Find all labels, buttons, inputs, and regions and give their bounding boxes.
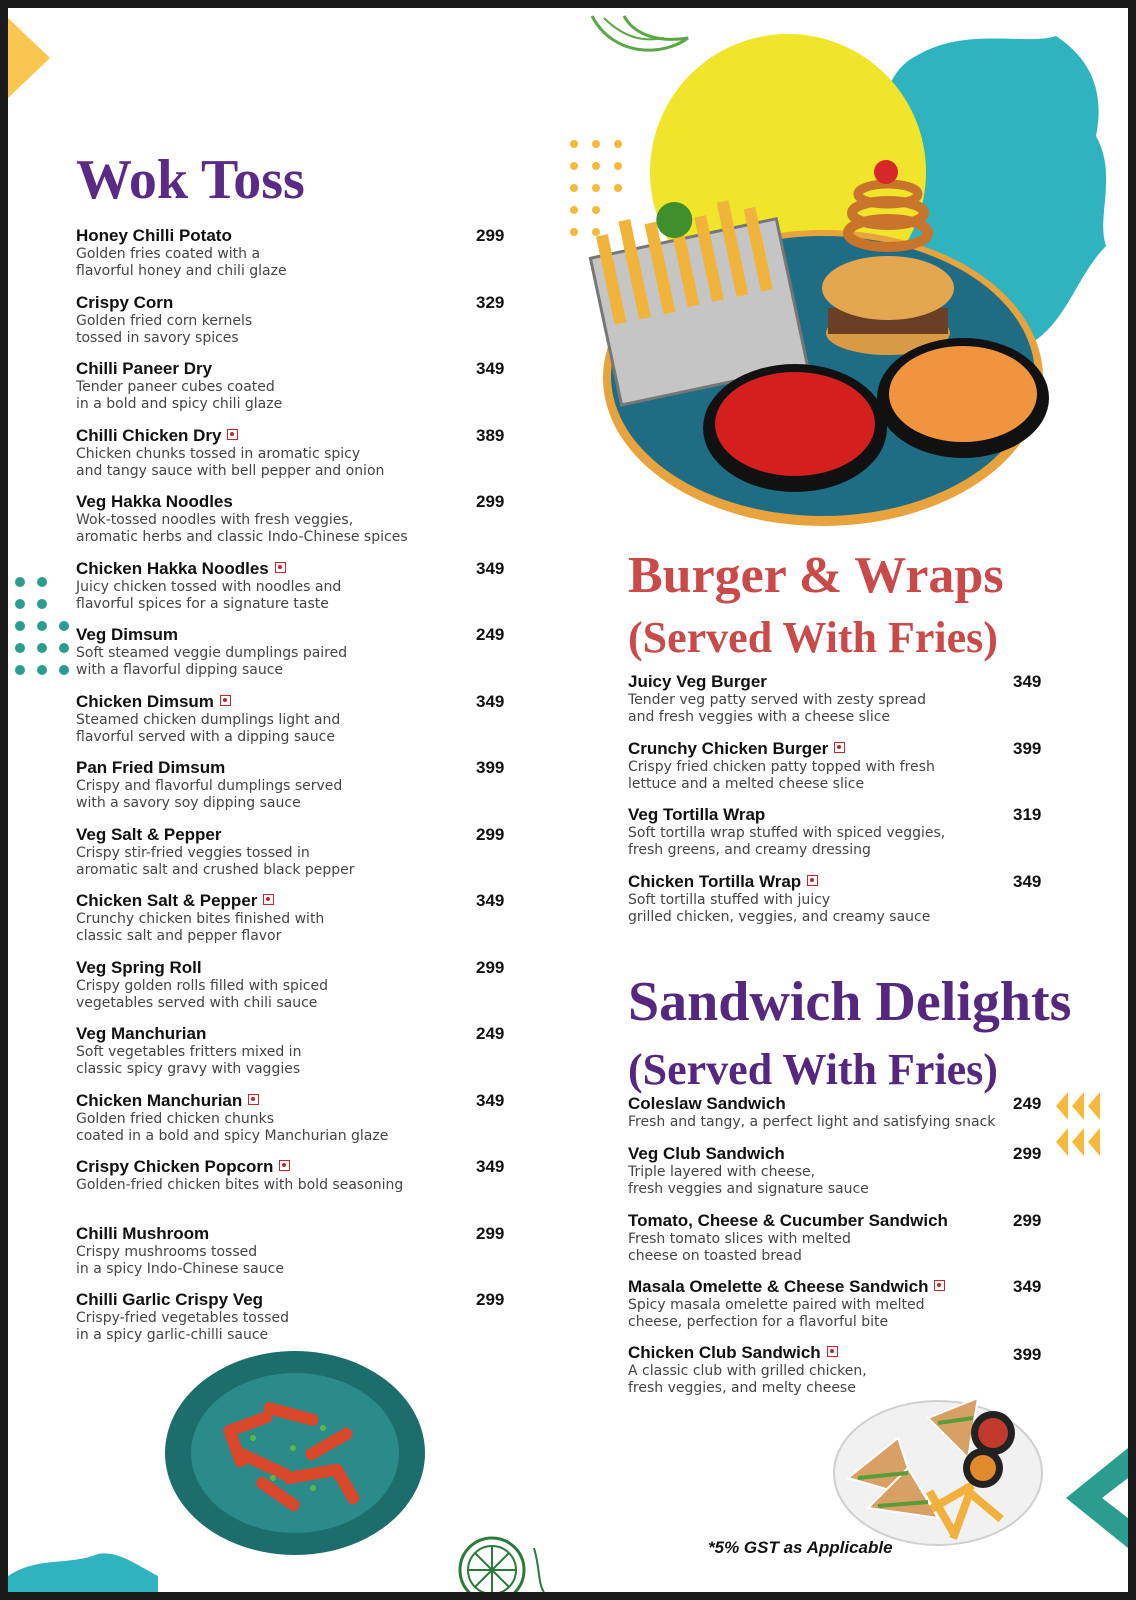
menu-item-description: classic spicy gravy with vaggies <box>76 1061 301 1077</box>
menu-item <box>76 824 505 879</box>
menu-item-name <box>628 1211 948 1231</box>
menu-item-name <box>76 426 384 446</box>
menu-item-price: 299 <box>476 1223 505 1243</box>
menu-item <box>628 1211 1042 1265</box>
menu-item <box>628 672 1042 726</box>
menu-item-description: fresh veggies and signature sauce <box>628 1181 869 1197</box>
menu-item <box>76 292 505 347</box>
menu-item-description: Golden fries coated with a <box>76 246 261 262</box>
menu-item-price: 399 <box>1013 738 1042 758</box>
menu-item-name <box>628 1277 945 1297</box>
menu-item-price: 349 <box>476 1090 505 1110</box>
lime-slice-doodle-decoration <box>454 1528 564 1592</box>
menu-item <box>76 1157 505 1194</box>
menu-item-price: 299 <box>476 492 505 511</box>
menu-item <box>628 1343 1042 1397</box>
menu-item-price: 299 <box>1013 1144 1042 1163</box>
non-veg-icon <box>834 742 845 753</box>
menu-item-description: tossed in savory spices <box>76 329 239 346</box>
menu-item-description: lettuce and a melted cheese slice <box>628 775 865 792</box>
menu-item-name <box>76 226 287 246</box>
menu-item-price: 299 <box>476 957 505 977</box>
non-veg-icon <box>275 562 286 573</box>
menu-item-description: Golden fried chicken chunks <box>76 1110 275 1127</box>
menu-item-name-text: Tomato, Cheese & Cucumber Sandwich <box>628 1211 948 1230</box>
menu-item-description: fresh veggies, and melty cheese <box>628 1380 856 1396</box>
menu-item-description: Spicy masala omelette paired with melted <box>628 1297 925 1313</box>
menu-item-description: Fresh and tangy, a perfect light and satisfying snack <box>628 1114 996 1130</box>
menu-item-price: 349 <box>476 691 505 711</box>
menu-item <box>76 425 505 480</box>
menu-item-description: grilled chicken, veggies, and creamy sauce <box>628 908 931 925</box>
menu-item-name-text: Chilli Mushroom <box>76 1223 210 1243</box>
non-veg-icon <box>934 1280 945 1291</box>
menu-item-name <box>76 958 328 978</box>
menu-item-price: 399 <box>1013 1345 1042 1364</box>
menu-item-price: 319 <box>1013 805 1042 824</box>
menu-item-description: aromatic herbs and classic Indo-Chinese spices <box>76 529 408 545</box>
menu-item <box>628 1144 1042 1198</box>
menu-item <box>76 1024 505 1078</box>
menu-item <box>628 805 1042 859</box>
menu-item-description: Soft steamed veggie dumplings paired <box>76 645 348 661</box>
wok-toss-heading: Wok Toss <box>76 149 305 211</box>
menu-item-name <box>76 1091 388 1111</box>
menu-item-price: 389 <box>476 425 505 445</box>
menu-item-price: 249 <box>1013 1094 1042 1113</box>
non-veg-icon <box>220 695 231 706</box>
menu-item-description: Crispy and flavorful dumplings served <box>76 778 343 794</box>
menu-item-name-text: Masala Omelette & Cheese Sandwich <box>628 1277 929 1296</box>
menu-item-description: Tender veg patty served with zesty spread <box>628 692 927 708</box>
menu-item-description: Fresh tomato slices with melted <box>628 1231 851 1247</box>
menu-item-name <box>628 739 935 759</box>
menu-item-description: cheese on toasted bread <box>628 1248 802 1264</box>
menu-item-price: 349 <box>476 558 505 578</box>
menu-item-name <box>76 1290 289 1310</box>
menu-item <box>76 758 505 812</box>
menu-item-price: 349 <box>476 359 505 378</box>
menu-item-name-text: Chicken Manchurian <box>76 1090 243 1110</box>
menu-item <box>76 1090 505 1145</box>
menu-item-name <box>76 825 355 845</box>
menu-item-description: Soft vegetables fritters mixed in <box>76 1044 302 1060</box>
menu-item-description: Golden-fried chicken bites with bold seasoning <box>76 1177 404 1193</box>
menu-item-description: in a spicy garlic-chilli sauce <box>76 1327 269 1343</box>
menu-item-description: Crunchy chicken bites finished with <box>76 911 325 927</box>
menu-item-name-text: Crispy Chicken Popcorn <box>76 1157 274 1176</box>
menu-item-description: Juicy chicken tossed with noodles and <box>76 578 342 595</box>
menu-item-name-text: Crispy Corn <box>76 292 174 312</box>
teal-dot-grid-decoration <box>12 574 82 684</box>
menu-item-name-text: Veg Club Sandwich <box>628 1144 785 1163</box>
non-veg-icon <box>227 429 238 440</box>
menu-item-name-text: Coleslaw Sandwich <box>628 1094 786 1113</box>
menu-item-name <box>76 891 324 911</box>
menu-item-name <box>76 559 341 579</box>
menu-item-description: Triple layered with cheese, <box>628 1164 816 1180</box>
menu-item-description: Chicken chunks tossed in aromatic spicy <box>76 445 361 462</box>
menu-item <box>628 871 1042 926</box>
menu-item-description: Crispy-fried vegetables tossed <box>76 1310 289 1326</box>
menu-item-name <box>628 1144 869 1164</box>
menu-item-description: with a flavorful dipping sauce <box>76 662 284 678</box>
menu-item-price: 299 <box>476 226 505 245</box>
non-veg-icon <box>827 1346 838 1357</box>
menu-item-name-text: Honey Chilli Potato <box>76 226 232 245</box>
sandwich-platter-image <box>828 1378 1043 1548</box>
menu-item-description: Soft tortilla wrap stuffed with spiced veggies, <box>628 825 946 841</box>
menu-item-price: 329 <box>476 292 505 312</box>
menu-item-name-text: Veg Dimsum <box>76 625 179 644</box>
burger-platter-image <box>583 158 1053 538</box>
menu-item-price: 249 <box>476 625 505 644</box>
menu-item <box>76 891 505 945</box>
non-veg-icon <box>279 1160 290 1171</box>
menu-item-name-text: Chilli Garlic Crispy Veg <box>76 1290 264 1309</box>
teal-brush-stroke-decoration <box>8 1536 168 1592</box>
menu-item-price: 349 <box>1013 1277 1042 1296</box>
menu-item-description: flavorful spices for a signature taste <box>76 595 329 612</box>
gst-note: *5% GST as Applicable <box>708 1538 893 1557</box>
burger-wraps-heading: Burger & Wraps <box>628 547 1004 604</box>
menu-item-description: Crispy mushrooms tossed <box>76 1243 258 1260</box>
menu-item-description: A classic club with grilled chicken, <box>628 1363 867 1379</box>
menu-item <box>628 1094 1042 1131</box>
menu-item-name <box>628 1343 867 1363</box>
menu-item <box>628 738 1042 793</box>
menu-item-name-text: Chicken Club Sandwich <box>628 1343 821 1362</box>
menu-item-name-text: Chilli Chicken Dry <box>76 425 222 445</box>
menu-item-description: flavorful served with a dipping sauce <box>76 728 335 745</box>
menu-item-name <box>628 1094 995 1114</box>
menu-item-description: Golden fried corn kernels <box>76 312 253 329</box>
menu-item <box>76 957 505 1012</box>
menu-item-name-text: Veg Manchurian <box>76 1024 207 1043</box>
menu-item-description: aromatic salt and crushed black pepper <box>76 861 355 878</box>
menu-item-name-text: Chicken Hakka Noodles <box>76 558 269 578</box>
sandwich-delights-heading: Sandwich Delights <box>628 971 1072 1033</box>
non-veg-icon <box>263 894 274 905</box>
menu-item-name-text: Veg Tortilla Wrap <box>628 805 766 824</box>
yellow-triangle-decoration <box>8 18 52 98</box>
menu-item-name-text: Veg Spring Roll <box>76 957 202 977</box>
menu-item-name-text: Crunchy Chicken Burger <box>628 738 829 758</box>
menu-item-name-text: Chilli Paneer Dry <box>76 359 213 378</box>
menu-item-description: Crispy fried chicken patty topped with fresh <box>628 758 935 775</box>
menu-item <box>76 359 505 413</box>
menu-item <box>76 492 505 546</box>
menu-item-name <box>628 805 945 825</box>
menu-item-price: 249 <box>476 1024 505 1043</box>
menu-item <box>76 625 505 679</box>
menu-item <box>76 558 505 613</box>
menu-item-description: Tender paneer cubes coated <box>76 379 275 395</box>
burger-wraps-subheading: (Served With Fries) <box>628 613 998 662</box>
menu-item <box>628 1277 1042 1331</box>
menu-item-price: 299 <box>476 1290 505 1309</box>
non-veg-icon <box>807 875 818 886</box>
chevron-arrows-decoration <box>1052 1090 1112 1170</box>
menu-item-description: in a bold and spicy chili glaze <box>76 396 283 412</box>
menu-item-name <box>628 872 930 892</box>
menu-item <box>76 691 505 746</box>
menu-item-description: Soft tortilla stuffed with juicy <box>628 891 831 908</box>
menu-item-name <box>76 1024 301 1044</box>
menu-item <box>76 1223 505 1278</box>
menu-item-name <box>76 758 342 778</box>
menu-item-description: with a savory soy dipping sauce <box>76 795 301 811</box>
menu-item-name-text: Chicken Salt & Pepper <box>76 891 258 910</box>
menu-item <box>76 1290 505 1344</box>
menu-item-description: Wok-tossed noodles with fresh veggies, <box>76 512 354 528</box>
menu-item-name <box>76 293 252 313</box>
menu-item-name-text: Veg Salt & Pepper <box>76 824 222 844</box>
non-veg-icon <box>248 1094 259 1105</box>
menu-item-description: fresh greens, and creamy dressing <box>628 842 871 858</box>
menu-item-description: vegetables served with chili sauce <box>76 994 318 1011</box>
menu-item-name-text: Pan Fried Dimsum <box>76 758 226 777</box>
menu-item-description: and fresh veggies with a cheese slice <box>628 709 891 725</box>
menu-item-price: 349 <box>476 891 505 910</box>
menu-item-price: 299 <box>1013 1211 1042 1230</box>
menu-item-name <box>76 359 282 379</box>
chilli-potato-plate-image <box>163 1348 428 1558</box>
menu-item-description: Steamed chicken dumplings light and <box>76 711 341 728</box>
menu-item-description: classic salt and pepper flavor <box>76 928 282 944</box>
menu-item-name-text: Juicy Veg Burger <box>628 672 767 691</box>
menu-item-price: 349 <box>476 1157 505 1176</box>
menu-item-price: 399 <box>476 758 505 777</box>
menu-item-name <box>76 692 340 712</box>
menu-item-price: 349 <box>1013 871 1042 891</box>
teal-corner-diamond-decoration <box>1056 1448 1128 1548</box>
menu-item-name-text: Chicken Dimsum <box>76 691 214 711</box>
menu-item-price: 299 <box>476 824 505 844</box>
sandwich-delights-subheading: (Served With Fries) <box>628 1045 998 1094</box>
menu-item-description: and tangy sauce with bell pepper and onion <box>76 462 385 479</box>
menu-item-price: 349 <box>1013 672 1042 691</box>
menu-item-name <box>76 1224 284 1244</box>
menu-item-name <box>76 492 408 512</box>
menu-item-description: cheese, perfection for a flavorful bite <box>628 1314 889 1330</box>
menu-item-name <box>76 1157 403 1177</box>
menu-item-name-text: Veg Hakka Noodles <box>76 492 233 511</box>
menu-page <box>8 8 1128 1592</box>
menu-item <box>76 226 505 280</box>
menu-item-name-text: Chicken Tortilla Wrap <box>628 871 802 891</box>
menu-item-name <box>76 625 347 645</box>
menu-item-description: Crispy golden rolls filled with spiced <box>76 977 329 994</box>
menu-item-description: in a spicy Indo-Chinese sauce <box>76 1260 284 1277</box>
menu-item-description: Crispy stir-fried veggies tossed in <box>76 844 310 861</box>
menu-item-description: coated in a bold and spicy Manchurian glaze <box>76 1127 389 1144</box>
menu-item-description: flavorful honey and chili glaze <box>76 263 287 279</box>
menu-item-name <box>628 672 926 692</box>
